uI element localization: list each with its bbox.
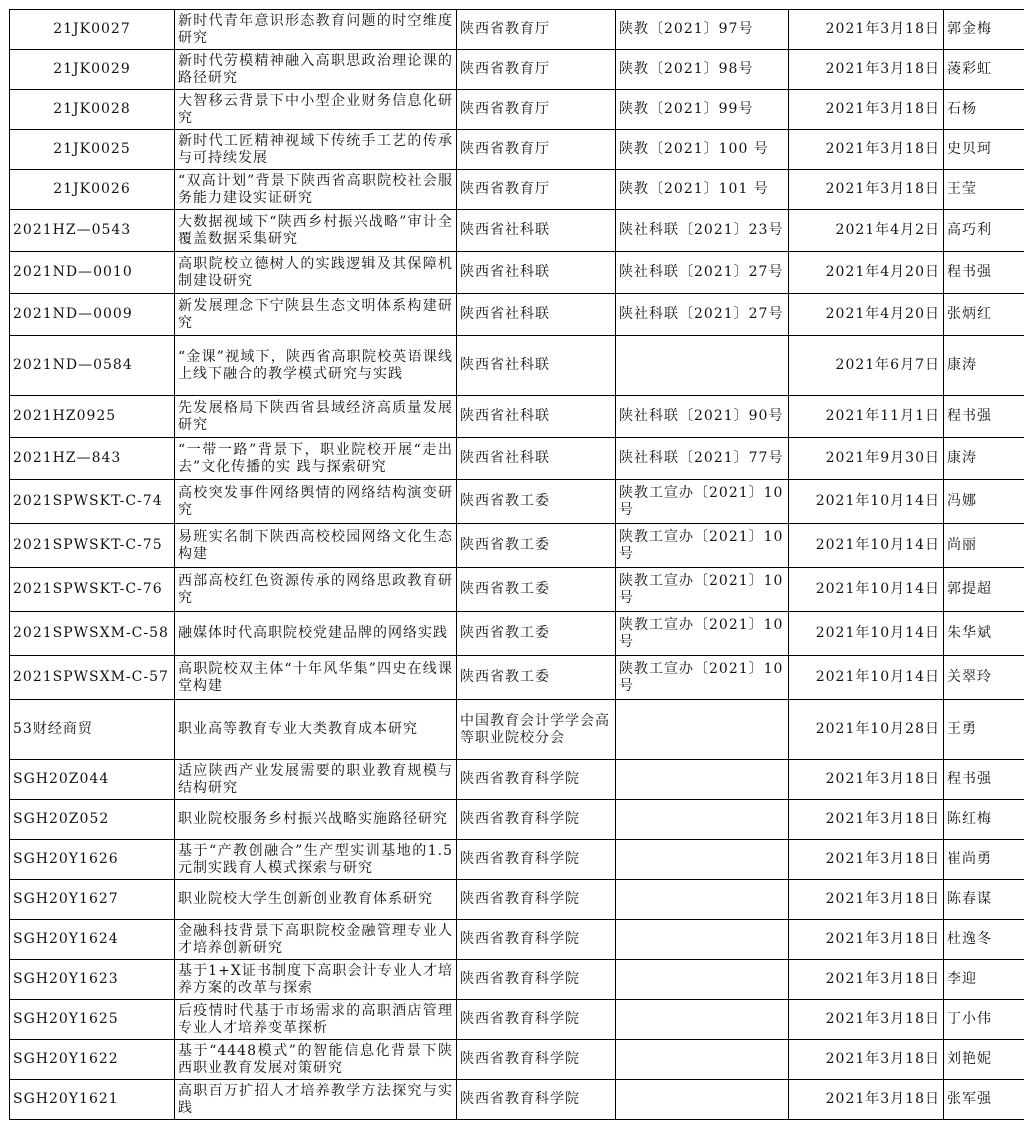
table-row <box>10 656 1024 700</box>
project-code: SGH20Y1622 <box>10 1040 175 1080</box>
approval-date: 2021年3月18日 <box>789 760 944 800</box>
document-number <box>616 880 789 920</box>
table-row <box>10 294 1024 336</box>
issuing-org: 陕西省社科联 <box>457 252 616 294</box>
issuing-org: 陕西省教育厅 <box>457 50 616 90</box>
issuing-org: 陕西省教育科学院 <box>457 880 616 920</box>
project-code: SGH20Y1625 <box>10 1000 175 1040</box>
table-row <box>10 840 1024 880</box>
table-row <box>10 438 1024 480</box>
approval-date: 2021年3月18日 <box>789 1040 944 1080</box>
document-number: 陕教工宣办〔2021〕10号 <box>616 612 789 656</box>
table-row <box>10 90 1024 130</box>
issuing-org: 陕西省社科联 <box>457 396 616 438</box>
document-number <box>616 1000 789 1040</box>
approval-date: 2021年10月14日 <box>789 480 944 524</box>
project-leader: 康涛 <box>944 336 1024 396</box>
project-code: 21JK0028 <box>10 90 175 130</box>
document-number: 陕社科联〔2021〕77号 <box>616 438 789 480</box>
table-row <box>10 336 1024 396</box>
document-number <box>616 1080 789 1120</box>
table-row <box>10 960 1024 1000</box>
project-title: 大智移云背景下中小型企业财务信息化研究 <box>175 90 457 130</box>
project-code: 21JK0026 <box>10 170 175 210</box>
approval-date: 2021年3月18日 <box>789 800 944 840</box>
project-title: 适应陕西产业发展需要的职业教育规模与结构研究 <box>175 760 457 800</box>
project-code: SGH20Y1624 <box>10 920 175 960</box>
document-number: 陕教〔2021〕101 号 <box>616 170 789 210</box>
approval-date: 2021年6月7日 <box>789 336 944 396</box>
project-code: SGH20Y1621 <box>10 1080 175 1120</box>
project-code: 2021SPWSKT-C-75 <box>10 524 175 568</box>
project-code: 2021ND—0584 <box>10 336 175 396</box>
issuing-org: 陕西省教工委 <box>457 612 616 656</box>
project-leader: 崔尚勇 <box>944 840 1024 880</box>
project-leader: 程书强 <box>944 252 1024 294</box>
approval-date: 2021年3月18日 <box>789 50 944 90</box>
project-title: 金融科技背景下高职院校金融管理专业人才培养创新研究 <box>175 920 457 960</box>
document-number <box>616 700 789 760</box>
table-row <box>10 700 1024 760</box>
project-title: 基于“产教创融合”生产型实训基地的1.5元制实践育人模式探索与研究 <box>175 840 457 880</box>
approval-date: 2021年3月18日 <box>789 130 944 170</box>
project-code: 2021SPWSXM-C-58 <box>10 612 175 656</box>
document-number: 陕教〔2021〕100 号 <box>616 130 789 170</box>
issuing-org: 陕西省教育厅 <box>457 130 616 170</box>
table-row <box>10 130 1024 170</box>
approval-date: 2021年3月18日 <box>789 170 944 210</box>
issuing-org: 陕西省教育科学院 <box>457 840 616 880</box>
document-number: 陕教〔2021〕97号 <box>616 10 789 50</box>
project-code: SGH20Y1623 <box>10 960 175 1000</box>
table-row <box>10 480 1024 524</box>
approval-date: 2021年3月18日 <box>789 920 944 960</box>
approval-date: 2021年4月20日 <box>789 294 944 336</box>
project-title: 职业高等教育专业大类教育成本研究 <box>175 700 457 760</box>
project-title: 高职院校双主体“十年风华集”四史在线课堂构建 <box>175 656 457 700</box>
project-leader: 李迎 <box>944 960 1024 1000</box>
project-leader: 石杨 <box>944 90 1024 130</box>
issuing-org: 陕西省教育科学院 <box>457 960 616 1000</box>
project-code: 2021SPWSKT-C-74 <box>10 480 175 524</box>
project-title: 后疫情时代基于市场需求的高职酒店管理专业人才培养变革探析 <box>175 1000 457 1040</box>
document-number: 陕教工宣办〔2021〕10号 <box>616 656 789 700</box>
project-code: SGH20Z052 <box>10 800 175 840</box>
project-leader: 郭金梅 <box>944 10 1024 50</box>
project-title: 职业院校大学生创新创业教育体系研究 <box>175 880 457 920</box>
project-leader: 朱华斌 <box>944 612 1024 656</box>
document-number: 陕教〔2021〕99号 <box>616 90 789 130</box>
table-row <box>10 252 1024 294</box>
table-row <box>10 524 1024 568</box>
project-leader: 王莹 <box>944 170 1024 210</box>
project-leader: 程书强 <box>944 760 1024 800</box>
issuing-org: 陕西省教工委 <box>457 524 616 568</box>
issuing-org: 陕西省社科联 <box>457 336 616 396</box>
project-leader: 张军强 <box>944 1080 1024 1120</box>
project-title: “双高计划”背景下陕西省高职院校社会服务能力建设实证研究 <box>175 170 457 210</box>
approval-date: 2021年3月18日 <box>789 10 944 50</box>
issuing-org: 陕西省教育科学院 <box>457 800 616 840</box>
document-number: 陕教工宣办〔2021〕10号 <box>616 524 789 568</box>
issuing-org: 陕西省教育科学院 <box>457 760 616 800</box>
project-code: 21JK0027 <box>10 10 175 50</box>
project-leader: 王勇 <box>944 700 1024 760</box>
project-title: 基于“4448模式”的智能信息化背景下陕西职业教育发展对策研究 <box>175 1040 457 1080</box>
issuing-org: 中国教育会计学学会高等职业院校分会 <box>457 700 616 760</box>
project-title: 职业院校服务乡村振兴战略实施路径研究 <box>175 800 457 840</box>
table-row <box>10 1080 1024 1120</box>
project-table <box>9 9 1024 1120</box>
project-leader: 刘艳妮 <box>944 1040 1024 1080</box>
approval-date: 2021年10月14日 <box>789 656 944 700</box>
approval-date: 2021年3月18日 <box>789 960 944 1000</box>
project-leader: 丁小伟 <box>944 1000 1024 1040</box>
approval-date: 2021年4月2日 <box>789 210 944 252</box>
project-leader: 杜逸冬 <box>944 920 1024 960</box>
project-code: 2021HZ—843 <box>10 438 175 480</box>
project-code: 2021HZ—0543 <box>10 210 175 252</box>
issuing-org: 陕西省社科联 <box>457 438 616 480</box>
issuing-org: 陕西省教育科学院 <box>457 1080 616 1120</box>
table-row <box>10 612 1024 656</box>
project-code: 2021HZ0925 <box>10 396 175 438</box>
issuing-org: 陕西省社科联 <box>457 294 616 336</box>
issuing-org: 陕西省教育厅 <box>457 170 616 210</box>
project-title: 高职院校立德树人的实践逻辑及其保障机制建设研究 <box>175 252 457 294</box>
document-number <box>616 760 789 800</box>
approval-date: 2021年11月1日 <box>789 396 944 438</box>
issuing-org: 陕西省教工委 <box>457 568 616 612</box>
document-number <box>616 1040 789 1080</box>
document-number: 陕社科联〔2021〕90号 <box>616 396 789 438</box>
project-title: “金课”视域下，陕西省高职院校英语课线上线下融合的教学模式研究与实践 <box>175 336 457 396</box>
issuing-org: 陕西省社科联 <box>457 210 616 252</box>
document-number: 陕社科联〔2021〕23号 <box>616 210 789 252</box>
project-title: 高校突发事件网络舆情的网络结构演变研究 <box>175 480 457 524</box>
document-number <box>616 336 789 396</box>
table-row <box>10 568 1024 612</box>
project-leader: 陈红梅 <box>944 800 1024 840</box>
document-number <box>616 920 789 960</box>
project-code: 2021SPWSKT-C-76 <box>10 568 175 612</box>
document-number: 陕社科联〔2021〕27号 <box>616 252 789 294</box>
project-title: 大数据视域下“陕西乡村振兴战略”审计全覆盖数据采集研究 <box>175 210 457 252</box>
project-code: 21JK0025 <box>10 130 175 170</box>
document-number <box>616 840 789 880</box>
table-row <box>10 800 1024 840</box>
project-leader: 程书强 <box>944 396 1024 438</box>
document-number: 陕教工宣办〔2021〕10号 <box>616 480 789 524</box>
project-leader: 冯娜 <box>944 480 1024 524</box>
table-row <box>10 920 1024 960</box>
issuing-org: 陕西省教工委 <box>457 656 616 700</box>
document-number: 陕教〔2021〕98号 <box>616 50 789 90</box>
issuing-org: 陕西省教工委 <box>457 480 616 524</box>
approval-date: 2021年10月28日 <box>789 700 944 760</box>
document-number: 陕教工宣办〔2021〕10号 <box>616 568 789 612</box>
issuing-org: 陕西省教育科学院 <box>457 920 616 960</box>
table-row <box>10 50 1024 90</box>
project-leader: 蓤彩虹 <box>944 50 1024 90</box>
approval-date: 2021年9月30日 <box>789 438 944 480</box>
project-leader: 尚丽 <box>944 524 1024 568</box>
issuing-org: 陕西省教育厅 <box>457 10 616 50</box>
table-row <box>10 210 1024 252</box>
project-title: 新发展理念下宁陕县生态文明体系构建研究 <box>175 294 457 336</box>
document-number <box>616 800 789 840</box>
approval-date: 2021年3月18日 <box>789 840 944 880</box>
project-leader: 郭提超 <box>944 568 1024 612</box>
project-code: 2021ND—0009 <box>10 294 175 336</box>
project-leader: 陈春谋 <box>944 880 1024 920</box>
project-code: 2021SPWSXM-C-57 <box>10 656 175 700</box>
project-code: 53财经商贸 <box>10 700 175 760</box>
project-leader: 张炳红 <box>944 294 1024 336</box>
issuing-org: 陕西省教育科学院 <box>457 1000 616 1040</box>
project-leader: 关翠玲 <box>944 656 1024 700</box>
issuing-org: 陕西省教育科学院 <box>457 1040 616 1080</box>
table-row <box>10 170 1024 210</box>
approval-date: 2021年10月14日 <box>789 568 944 612</box>
table-row <box>10 760 1024 800</box>
approval-date: 2021年10月14日 <box>789 524 944 568</box>
approval-date: 2021年4月20日 <box>789 252 944 294</box>
project-code: SGH20Z044 <box>10 760 175 800</box>
project-table-body <box>10 10 1024 1120</box>
project-leader: 史贝珂 <box>944 130 1024 170</box>
project-title: 新时代工匠精神视域下传统手工艺的传承与可持续发展 <box>175 130 457 170</box>
table-row <box>10 10 1024 50</box>
approval-date: 2021年3月18日 <box>789 880 944 920</box>
table-row <box>10 396 1024 438</box>
project-code: 21JK0029 <box>10 50 175 90</box>
document-number: 陕社科联〔2021〕27号 <box>616 294 789 336</box>
table-row <box>10 1000 1024 1040</box>
project-leader: 康涛 <box>944 438 1024 480</box>
approval-date: 2021年3月18日 <box>789 1000 944 1040</box>
project-code: SGH20Y1626 <box>10 840 175 880</box>
document-number <box>616 960 789 1000</box>
project-title: “一带一路”背景下，职业院校开展“走出去”文化传播的实 践与探索研究 <box>175 438 457 480</box>
issuing-org: 陕西省教育厅 <box>457 90 616 130</box>
project-code: 2021ND—0010 <box>10 252 175 294</box>
project-title: 易班实名制下陕西高校校园网络文化生态构建 <box>175 524 457 568</box>
project-code: SGH20Y1627 <box>10 880 175 920</box>
approval-date: 2021年10月14日 <box>789 612 944 656</box>
project-title: 先发展格局下陕西省县域经济高质量发展研究 <box>175 396 457 438</box>
table-row <box>10 880 1024 920</box>
project-title: 基于1+X证书制度下高职会计专业人才培养方案的改革与探索 <box>175 960 457 1000</box>
project-title: 高职百万扩招人才培养教学方法探究与实践 <box>175 1080 457 1120</box>
approval-date: 2021年3月18日 <box>789 1080 944 1120</box>
project-leader: 高巧利 <box>944 210 1024 252</box>
approval-date: 2021年3月18日 <box>789 90 944 130</box>
project-title: 融媒体时代高职院校党建品牌的网络实践 <box>175 612 457 656</box>
project-title: 西部高校红色资源传承的网络思政教育研究 <box>175 568 457 612</box>
project-title: 新时代青年意识形态教育问题的时空维度研究 <box>175 10 457 50</box>
project-title: 新时代劳模精神融入高职思政治理论课的路径研究 <box>175 50 457 90</box>
table-row <box>10 1040 1024 1080</box>
